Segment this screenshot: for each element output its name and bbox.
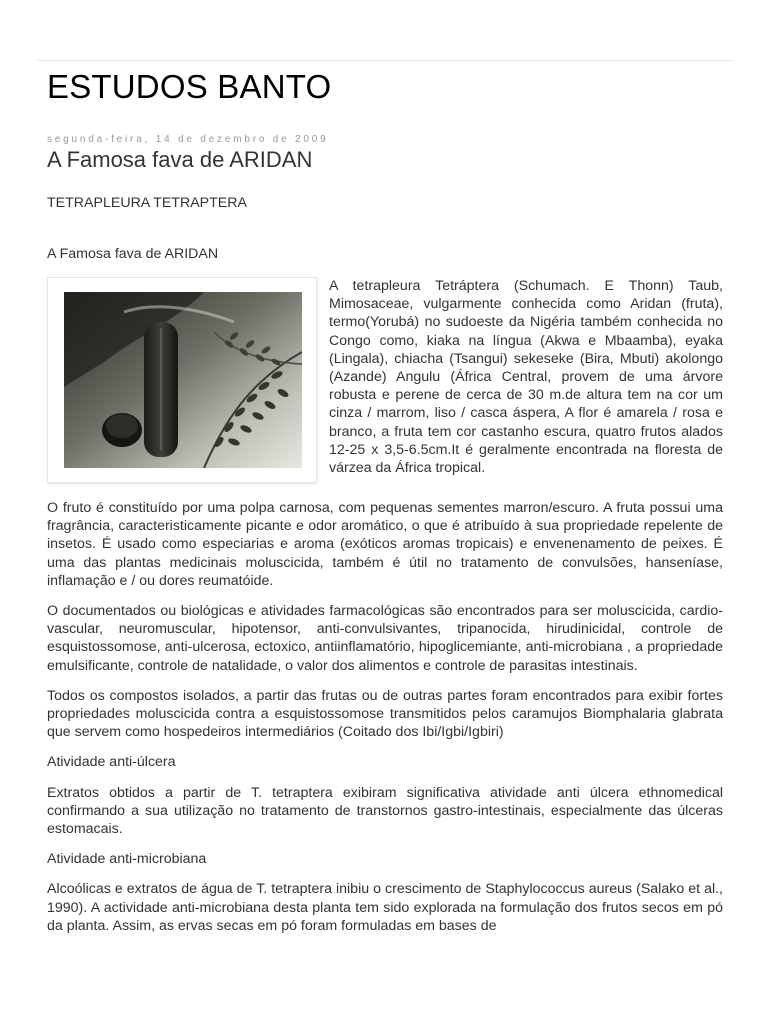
image-caption: A Famosa fava de ARIDAN: [47, 246, 219, 262]
paragraph-compounds: Todos os compostos isolados, a partir das frutas ou de outras partes foram encontrados para exibir fortes propriedades moluscicida contra a esquistossomose transmitidos pelos caramujos Biomphalaria glabrata que servem como hospedeiros intermediários (Coitado dos Ibi/Igbi/Igbiri): [47, 687, 723, 741]
paragraph-activities: O documentados ou biológicas e atividades farmacológicas são encontrados para ser moluscicida, cardio-vascular, neuromuscular, hipotensor, anti-convulsivantes, tripanocida, hirudinicidal, controle de esquistossomose, anti-ulcerosa, ectoxico, antiinflamatório, hipoglicemiante, anti-microbiana , a propriedade emulsificante, controle de natalidade, o valor dos alimentos e controle de parasitas intestinais.: [47, 603, 723, 674]
post-date: segunda-feira, 14 de dezembro de 2009: [47, 134, 329, 145]
blog-title[interactable]: ESTUDOS BANTO: [47, 68, 332, 105]
heading-anti-ulcer: Atividade anti-úlcera: [47, 754, 176, 771]
heading-anti-microbial: Atividade anti-microbiana: [47, 851, 207, 868]
post-subtitle: TETRAPLEURA TETRAPTERA: [47, 195, 247, 211]
intro-section: [47, 277, 723, 487]
paragraph-fruit: O fruto é constituído por uma polpa carnosa, com pequenas sementes marron/escuro. A fruta possui uma fragrância, caracteristicamente picante e odor aromático, o que é atribuído à sua propriedade repelente de insetos. É usado como especiarias e aroma (exóticos aromas tropicais) e envenenamento de peixes. É uma das plantas medicinais moluscicida, também é útil no tratamento de convulsões, hanseníase, inflamação e / ou dores reumatóide.: [47, 500, 723, 589]
post-title[interactable]: A Famosa fava de ARIDAN: [47, 147, 313, 172]
paragraph-anti-ulcer: Extratos obtidos a partir de T. tetraptera exibiram significativa atividade anti úlcera ethnomedical confirmando a sua utilização no tratamento de transtornos gastro-intestinais, especialmente das úlceras estomacais.: [47, 784, 723, 838]
post-body: [47, 194, 723, 947]
intro-paragraph: A tetrapleura Tetráptera (Schumach. E Thonn) Taub, Mimosaceae, vulgarmente conhecida como Aridan (fruta), termo(Yorubá) no sudoeste da Nigéria também conhecida no Congo como, kiaka na língua (Akwa e Mbaamba), eyaka (Lingala), chiacha (Tsangui) sekeseke (Bira, Mbuti) akolongo (Azande) Angulu (África Central, provem de uma árvore robusta e perene de cerca de 30 m.de altura tem na cor um cinza / marrom, liso / casca áspera, A flor é amarela / rosa e branco, a fruta tem cor castanho escura, quatro frutos alados 12-25 x 3,5-6.5cm.It é geralmente encontrada na floresta de várzea da África tropical.: [329, 278, 723, 477]
top-divider: [37, 60, 733, 61]
paragraph-anti-microbial: Alcoólicas e extratos de água de T. tetraptera inibiu o crescimento de Staphylococcus aureus (Salako et al., 1990). A actividade anti-microbiana desta planta tem sido explorada na formulação dos frutos secos em pó da planta. Assim, as ervas secas em pó foram formuladas em bases de: [47, 881, 723, 934]
aridan-photo[interactable]: [47, 277, 317, 483]
aridan-fruit-photo-icon: [64, 292, 302, 468]
